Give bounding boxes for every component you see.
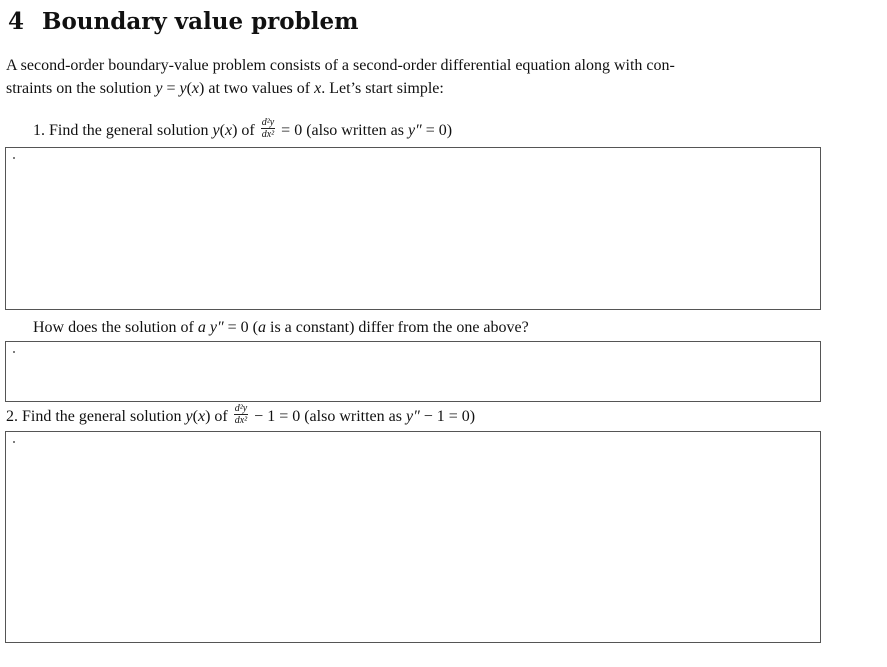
q2-frac-numerator: d²y (234, 403, 248, 414)
q2-of: of (210, 408, 232, 426)
q2-prefix: 2. Find the general solution (6, 408, 186, 426)
intro-math-y2: y (179, 80, 187, 97)
question-1-prompt (33, 117, 453, 142)
q2-alt-rest: − 1 = 0) (419, 408, 476, 426)
intro-paren-close: ) (199, 80, 205, 97)
intro-paragraph (6, 54, 868, 100)
intro-eq: = (162, 80, 180, 97)
intro-text-c: . Let’s start simple: (321, 80, 444, 97)
q1-alt-var: y″ (407, 122, 422, 140)
q2-func: y (185, 408, 193, 426)
q1-arg: x (224, 122, 233, 140)
q2-arg: x (197, 408, 206, 426)
q1-alt-rest: = 0) (421, 122, 453, 140)
q1-eq-rest: = 0 (also written as (277, 122, 408, 140)
intro-math-x2: x (314, 80, 322, 97)
intro-math-y: y (155, 80, 163, 97)
section-number: 4 (8, 8, 25, 35)
q2-alt-var: y″ (405, 408, 420, 426)
q1-derivative-fraction (261, 118, 275, 139)
text-cursor-marker (13, 157, 15, 159)
question-2-prompt (6, 403, 476, 428)
answer-box-followup[interactable] (5, 341, 821, 402)
intro-paren-open: ( (186, 80, 192, 97)
intro-line-1: A second-order boundary-value problem consists of a second-order differential equation along with con- (6, 57, 675, 74)
q2-open: ( (192, 408, 198, 426)
intro-line-2 (6, 77, 868, 100)
qf-ypp: y″ (205, 319, 224, 336)
q1-prefix: 1. Find the general solution (33, 122, 213, 140)
q1-frac-numerator: d²y (261, 117, 275, 128)
text-cursor-marker (13, 441, 15, 443)
q2-frac-denominator: dx² (234, 415, 248, 426)
q1-open: ( (219, 122, 225, 140)
answer-box-1[interactable] (5, 147, 821, 310)
q2-eq-rest: − 1 = 0 (also written as (250, 408, 406, 426)
qf-a: a (197, 319, 206, 336)
qf-eq: = 0 ( (223, 319, 258, 336)
qf-a2: a (258, 319, 266, 336)
question-followup-prompt (33, 319, 529, 337)
answer-box-2[interactable] (5, 431, 821, 643)
intro-text-b: at two values of (204, 80, 315, 97)
q1-of: of (237, 122, 259, 140)
intro-text-a: straints on the solution (6, 80, 156, 97)
qf-prefix: How does the solution of (33, 319, 198, 336)
q2-close: ) (205, 408, 211, 426)
q1-frac-denominator: dx² (261, 129, 275, 140)
section-title: Boundary value problem (42, 8, 359, 35)
q2-derivative-fraction (234, 404, 248, 425)
q1-close: ) (232, 122, 238, 140)
intro-math-x: x (191, 80, 200, 97)
section-heading (8, 8, 358, 35)
q1-func: y (212, 122, 220, 140)
qf-rest: is a constant) differ from the one above? (266, 319, 529, 336)
text-cursor-marker (13, 351, 15, 353)
